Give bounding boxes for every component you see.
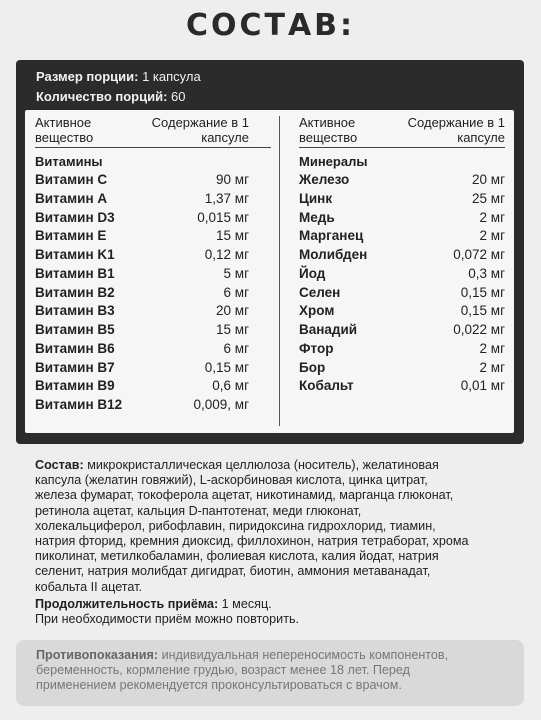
minerals-list	[299, 171, 505, 396]
nutrient-name: Витамин E	[35, 228, 107, 244]
table-row	[299, 302, 505, 321]
composition-line: капсула (желатин говяжий), L-аскорбиновая кислота, цинка цитрат,	[35, 473, 428, 488]
nutrient-name: Витамин A	[35, 190, 108, 206]
nutrient-name: Витамин D3	[35, 209, 115, 225]
header-divider	[299, 147, 505, 148]
table-row	[299, 265, 505, 284]
nutrient-name: Йод	[299, 265, 326, 281]
vitamins-list	[35, 171, 271, 415]
nutrient-amount: 0,009, мг	[193, 397, 249, 412]
table-row	[35, 209, 271, 228]
composition-line: холекальциферол, рибофлавин, пиридоксина гидрохлорид, тиамин,	[35, 518, 436, 533]
table-row	[35, 396, 271, 415]
table-row	[35, 359, 271, 378]
contraindications-text	[36, 648, 516, 694]
nutrient-amount: 6 мг	[223, 284, 249, 300]
composition-label: Состав:	[35, 458, 84, 472]
nutrient-amount: 1,37 мг	[204, 190, 249, 206]
nutrient-name: Молибден	[299, 247, 368, 262]
table-row	[35, 284, 271, 303]
nutrient-amount: 2 мг	[479, 340, 505, 356]
nutrient-amount: 0,022 мг	[453, 322, 505, 337]
nutrient-amount: 90 мг	[216, 172, 249, 187]
table-row	[299, 321, 505, 340]
nutrient-amount: 2 мг	[479, 209, 505, 225]
column-divider	[279, 116, 280, 426]
nutrient-name: Витамин B12	[35, 397, 123, 412]
composition-line: натрия фторид, кремния диоксид, филлохинон, натрия тетраборат, хрома	[35, 534, 469, 549]
header-divider	[35, 147, 271, 148]
table-row	[299, 377, 505, 396]
duration-note: При необходимости приём можно повторить.	[35, 612, 300, 627]
table-row	[299, 227, 505, 246]
table-row	[299, 190, 505, 209]
section-title-vitamins: Витамины	[35, 154, 103, 169]
serving-size	[36, 67, 201, 87]
duration-value: 1 месяц.	[221, 597, 272, 611]
nutrient-name: Медь	[299, 209, 335, 225]
table-row	[35, 321, 271, 340]
page-title: СОСТАВ:	[185, 8, 356, 43]
nutrient-amount: 0,6 мг	[212, 378, 249, 394]
contraindications-line: применением рекомендуется проконсультироваться с врачом.	[36, 678, 402, 693]
composition-line: ретинола ацетат, кальция D-пантотенат, меди глюконат,	[35, 503, 362, 518]
header-active-substance: Активное вещество	[299, 115, 358, 145]
table-row	[299, 359, 505, 378]
table-row	[35, 265, 271, 284]
nutrient-amount: 0,072 мг	[453, 247, 505, 262]
header-active-substance: Активное вещество	[35, 115, 94, 145]
nutrient-amount: 20 мг	[216, 303, 249, 319]
table-row	[299, 284, 505, 303]
nutrient-amount: 2 мг	[479, 228, 505, 244]
nutrient-name: Витамин K1	[35, 247, 115, 262]
nutrient-name: Бор	[299, 359, 326, 375]
contraindications-first: индивидуальная непереносимость компонентов,	[161, 648, 449, 662]
nutrient-amount: 0,01 мг	[460, 378, 505, 394]
nutrient-name: Витамин B3	[35, 303, 115, 319]
nutrient-name: Витамин B5	[35, 322, 115, 337]
table-row	[299, 171, 505, 190]
nutrient-name: Витамин B1	[35, 265, 115, 281]
nutrient-name: Витамин B9	[35, 378, 115, 394]
serving-size-label: Размер порции:	[36, 69, 139, 84]
table-row	[35, 227, 271, 246]
serving-info	[36, 67, 201, 107]
table-row	[35, 302, 271, 321]
nutrient-amount: 5 мг	[223, 265, 249, 281]
supplement-facts-panel	[16, 60, 524, 444]
table-row	[299, 246, 505, 265]
composition-line: селенит, натрия молибдат дигидрат, биотин, аммония метаванадат,	[35, 564, 431, 579]
section-title-minerals: Минералы	[299, 154, 368, 169]
composition-line: кобальта II ацетат.	[35, 579, 143, 594]
composition-line: железа фумарат, токоферола ацетат, никотинамид, марганца глюконат,	[35, 488, 454, 503]
minerals-column	[299, 110, 505, 396]
contraindications-line: беременность, кормление грудью, возраст менее 18 лет. Перед	[36, 663, 410, 678]
nutrient-amount: 20 мг	[472, 172, 505, 187]
table-row	[35, 340, 271, 359]
nutrient-name: Витамин B6	[35, 340, 115, 356]
vitamins-column	[35, 110, 271, 415]
serving-size-value: 1 капсула	[142, 69, 201, 84]
nutrient-amount: 0,015 мг	[197, 209, 249, 225]
serving-count-value: 60	[171, 89, 186, 104]
nutrient-name: Витамин C	[35, 172, 108, 187]
nutrient-amount: 6 мг	[223, 340, 249, 356]
nutrient-name: Ванадий	[299, 322, 358, 337]
nutrient-name: Фтор	[299, 340, 334, 356]
table-row	[35, 246, 271, 265]
nutrient-name: Селен	[299, 284, 341, 300]
serving-count-label: Количество порций:	[36, 89, 168, 104]
contraindications-label: Противопоказания:	[36, 648, 159, 662]
header-content-per-capsule: Содержание в 1 капсуле	[407, 115, 505, 145]
duration-label: Продолжительность приёма:	[35, 597, 219, 611]
nutrient-name: Витамин B2	[35, 284, 115, 300]
nutrient-name: Витамин B7	[35, 359, 115, 375]
contraindications-box	[16, 640, 524, 706]
nutrient-name: Железо	[299, 172, 350, 187]
nutrient-name: Хром	[299, 303, 335, 319]
serving-count	[36, 87, 201, 107]
table-row	[299, 340, 505, 359]
nutrient-amount: 0,12 мг	[204, 247, 249, 262]
table-row	[299, 209, 505, 228]
nutrient-amount: 0,15 мг	[204, 359, 249, 375]
nutrient-amount: 0,15 мг	[460, 303, 505, 319]
composition-line: микрокристаллическая целлюлоза (носитель), желатиновая	[87, 458, 439, 472]
nutrient-name: Кобальт	[299, 378, 354, 394]
table-row	[35, 190, 271, 209]
composition-line: пиколинат, метилкобаламин, фолиевая кислота, калия йодат, натрия	[35, 549, 439, 564]
composition-text	[35, 458, 515, 595]
nutrient-amount: 15 мг	[216, 228, 249, 244]
nutrient-amount: 0,15 мг	[460, 284, 505, 300]
table-row	[35, 377, 271, 396]
table-row	[35, 171, 271, 190]
nutrient-table	[25, 110, 514, 433]
table-header	[299, 110, 505, 147]
nutrient-amount: 15 мг	[216, 322, 249, 337]
duration-text	[35, 597, 515, 627]
table-header	[35, 110, 271, 147]
nutrient-amount: 2 мг	[479, 359, 505, 375]
nutrient-name: Марганец	[299, 228, 364, 244]
nutrient-name: Цинк	[299, 190, 333, 206]
nutrient-amount: 0,3 мг	[468, 265, 505, 281]
header-content-per-capsule: Содержание в 1 капсуле	[151, 115, 249, 145]
nutrient-amount: 25 мг	[472, 190, 505, 206]
